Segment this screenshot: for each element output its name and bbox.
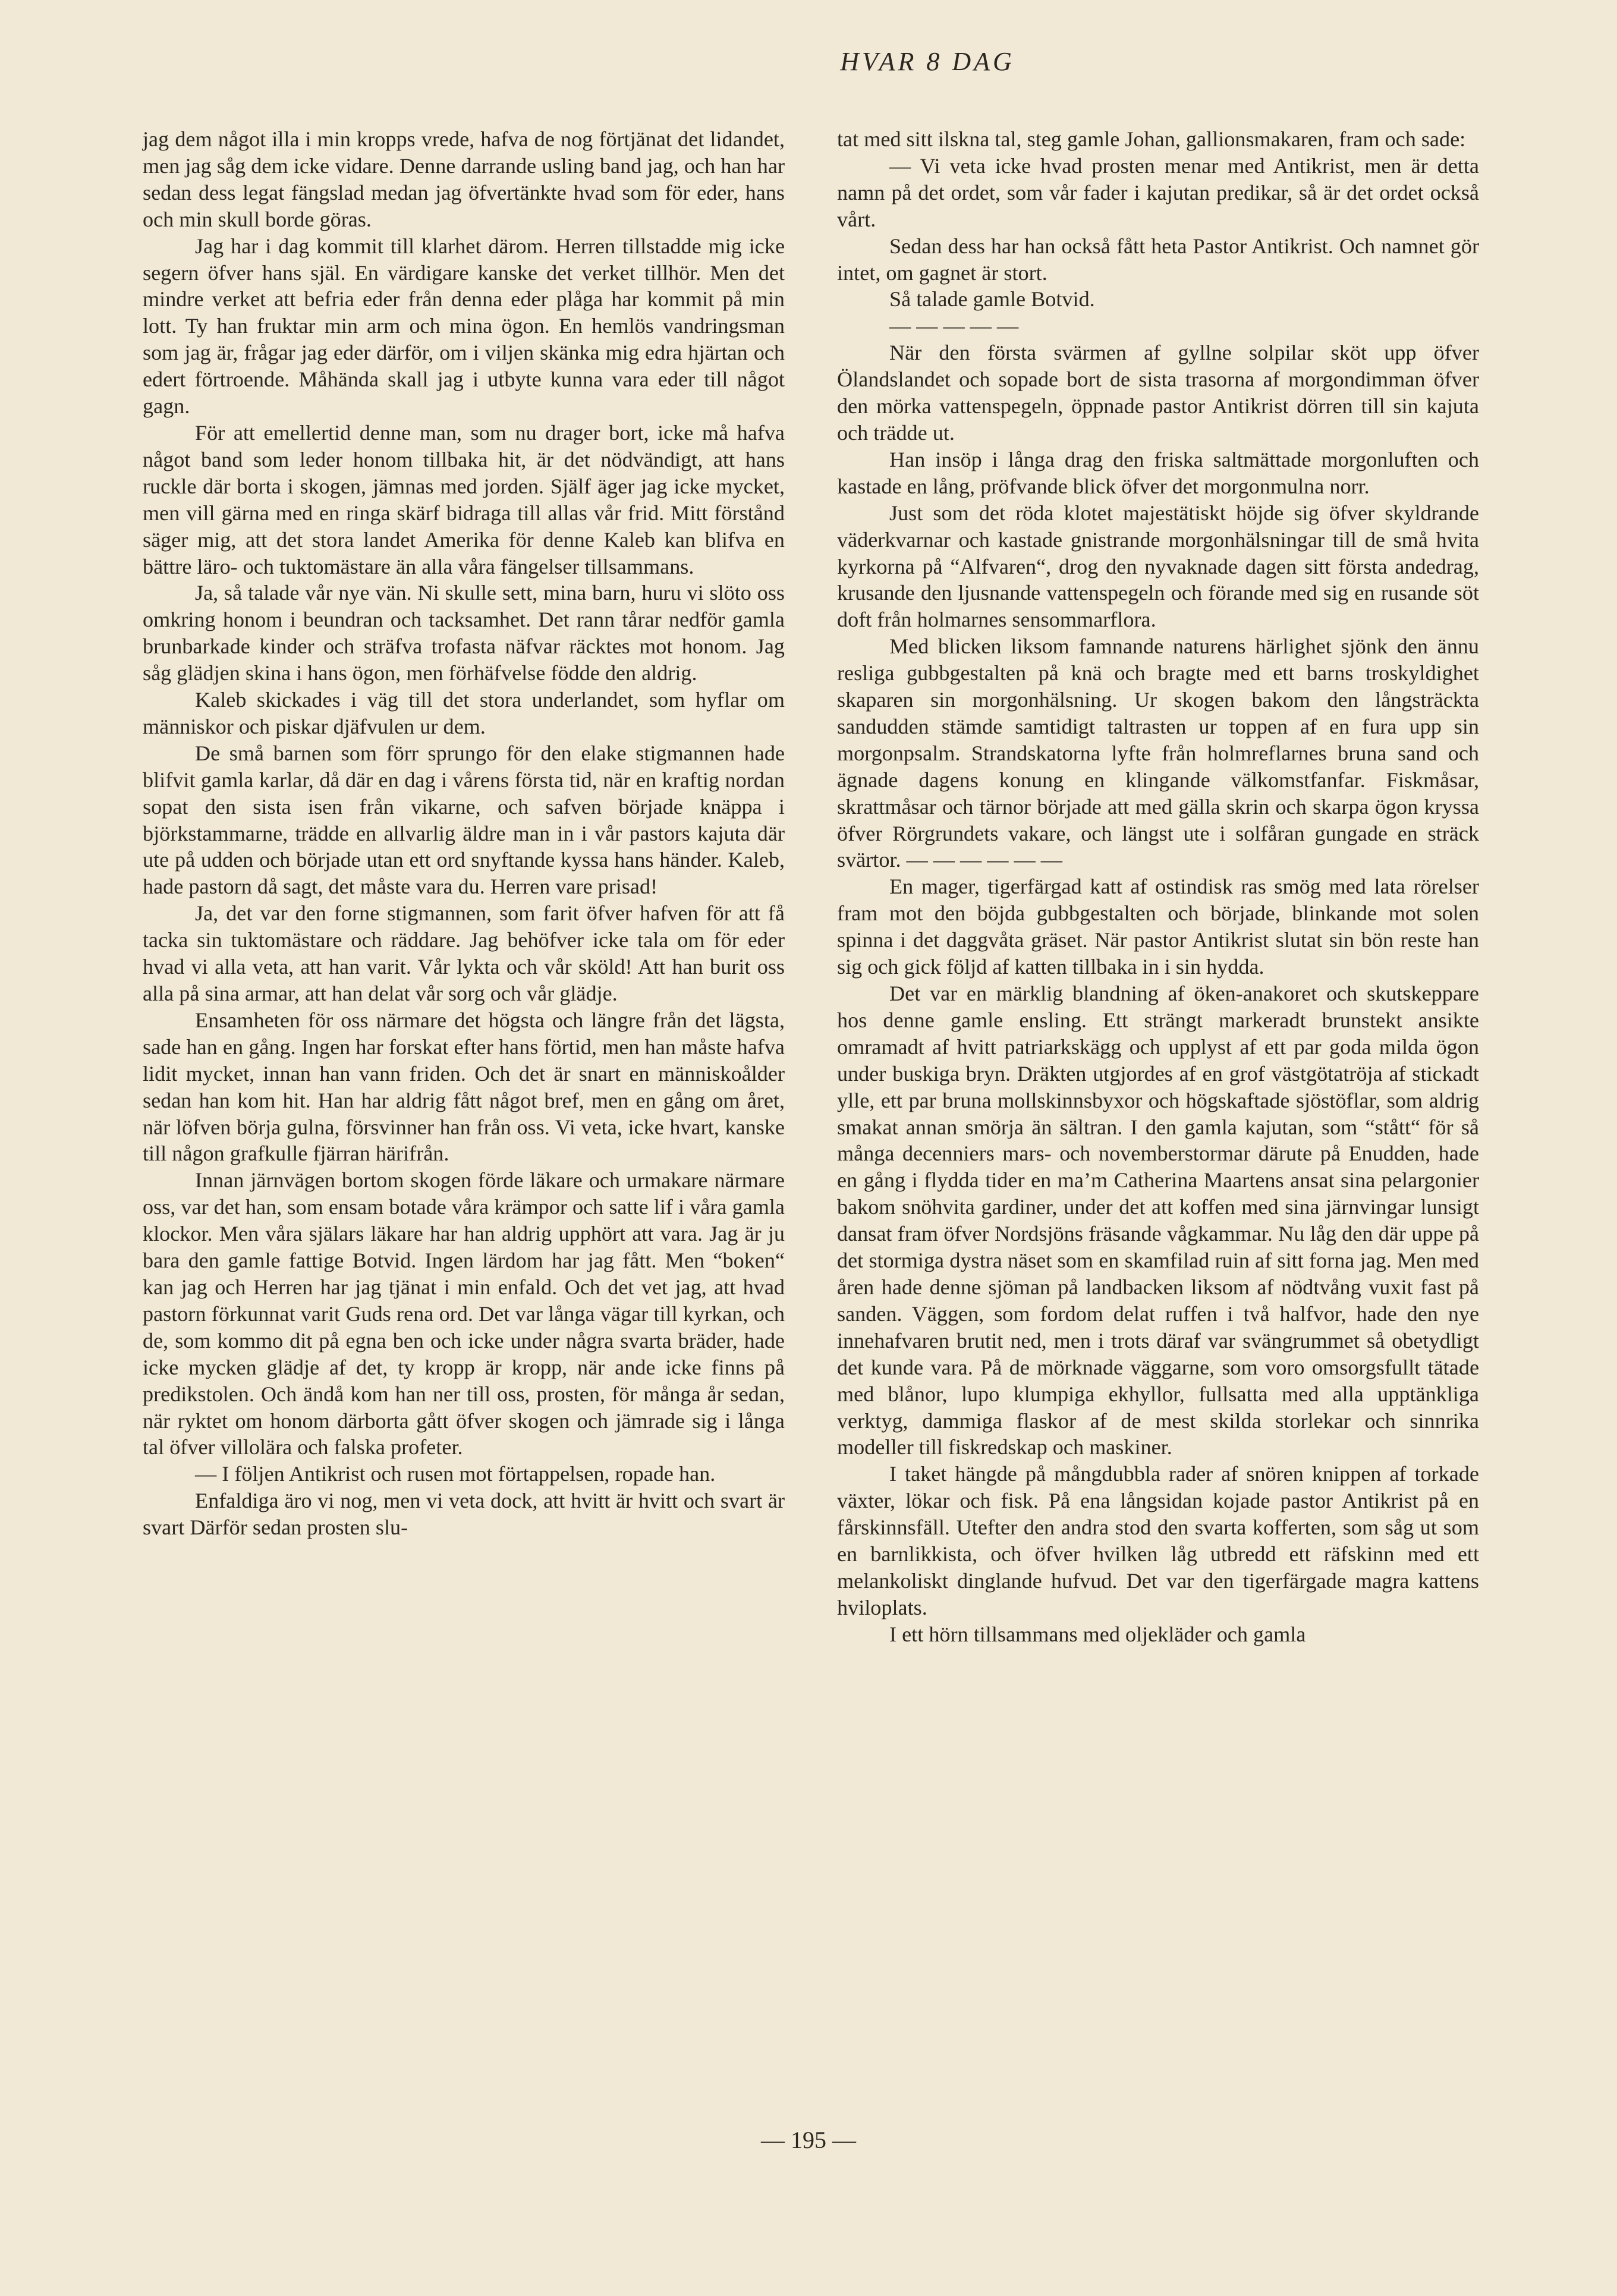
paragraph: Han insöp i långa drag den friska saltmättade morgonluften och kastade en lång, pröfvande blick öfver det morgonmulna norr. bbox=[837, 447, 1479, 498]
paragraph: jag dem något illa i min kropps vrede, hafva de nog förtjänat det lidandet, men jag såg dem icke vidare. Denne darrande usling band jag, och han har sedan dess legat fängslad medan jag öfvertänkte hvad som för eder, hans och min skull borde göras. bbox=[143, 127, 785, 231]
paragraph: Enfaldiga äro vi nog, men vi veta dock, att hvitt är hvitt och svart är svart Därför sedan prosten slu- bbox=[143, 1489, 785, 1540]
running-header: HVAR 8 DAG bbox=[840, 47, 1015, 76]
paragraph: När den första svärmen af gyllne solpilar sköt upp öfver Ölandslandet och sopade bort de sista trasorna af morgondimman öfver den mörka vattenspegeln, öppnade pastor Antikrist dörren till sin kajuta och trädde ut. bbox=[837, 341, 1479, 445]
left-column bbox=[143, 126, 785, 1541]
paragraph: Så talade gamle Botvid. bbox=[889, 287, 1095, 312]
paragraph: I ett hörn tillsammans med oljekläder och gamla bbox=[889, 1622, 1306, 1646]
paragraph: Ja, det var den forne stigmannen, som farit öfver hafven för att få tacka sin tuktomästare och räddare. Jag behöfver icke tala om för eder hvad vi alla veta, att han varit. Vår lykta och vår sköld! Att han burit oss alla på sina armar, att han delat vår sorg och vår glädje. bbox=[143, 901, 785, 1005]
paragraph: Kaleb skickades i väg till det stora underlandet, som hyflar om människor och piskar djäfvulen ur dem. bbox=[143, 688, 785, 738]
right-column bbox=[837, 126, 1479, 1648]
paragraph: — Vi veta icke hvad prosten menar med Antikrist, men är detta namn på det ordet, som vår fader i kajutan predikar, så är det ordet också vårt. bbox=[837, 153, 1479, 231]
paragraph: — I följen Antikrist och rusen mot förtappelsen, ropade han. bbox=[195, 1462, 716, 1486]
paragraph: Ja, så talade vår nye vän. Ni skulle sett, mina barn, huru vi slöto oss omkring honom i beundran och tacksamhet. Det rann tårar nedför gamla brunbarkade kinder och sträfva trofasta näfvar räcktes mot honom. Jag såg glädjen skina i hans ögon, men förhäfvelse födde den aldrig. bbox=[143, 581, 785, 685]
paragraph: Sedan dess har han också fått heta Pastor Antikrist. Och namnet gör intet, om gagnet är stort. bbox=[837, 234, 1479, 285]
paragraph: Jag har i dag kommit till klarhet därom. Herren tillstadde mig icke segern öfver hans själ. En värdigare kanske det verket tillhör. Men det mindre verket att befria eder från denna eder plåga har kommit på min lott. Ty han fruktar min arm och mina ögon. En hemlös vandringsman som jag är, frågar jag eder därför, om i viljen skänka mig edra hjärtan och edert förtroende. Måhända skall jag i utbyte kunna vara eder till något gagn. bbox=[143, 234, 785, 419]
paragraph: tat med sitt ilskna tal, steg gamle Johan, gallionsmakaren, fram och sade: bbox=[837, 127, 1466, 151]
paragraph: Innan järnvägen bortom skogen förde läkare och urmakare närmare oss, var det han, som ensam botade våra krämpor och satte lif i våra gamla klockor. Men våra själars läkare har han aldrig upphört att vara. Jag är ju bara den gamle fattige Botvid. Ingen lärdom har jag fått. Men “boken“ kan jag och Herren har jag tjänat i min enfald. Och det vet jag, att hvad pastorn förkunnat varit Guds rena ord. Det var långa vägar till kyrkan, och de, som kommo dit på egna ben och icke under några svarta bräder, hade icke mycken glädje af det, ty kropp är kropp, när ande icke finns på predikstolen. Och ändå kom han ner till oss, prosten, för många år sedan, när ryktet om honom därborta gått öfver skogen och jämrade sig i långa tal öfver villolära och falska profeter. bbox=[143, 1168, 785, 1460]
paragraph: En mager, tigerfärgad katt af ostindisk ras smög med lata rörelser fram mot den böjda gubbgestalten och började, blinkande mot solen spinna i det daggvåta gräset. När pastor Antikrist slutat sin bön reste han sig och gick följd af katten tillbaka in i sin hydda. bbox=[837, 875, 1479, 979]
paragraph: I taket hängde på mångdubbla rader af snören knippen af torkade växter, lökar och fisk. På ena långsidan kojade pastor Antikrist på en fårskinnsfäll. Utefter den andra stod den svarta kofferten, som såg ut som en barnlikkista, och öfver hvilken låg utbredd ett räfskinn med ett melankoliskt dinglande hufvud. Det var den tigerfärgade magra kattens hviloplats. bbox=[837, 1462, 1479, 1619]
paragraph: För att emellertid denne man, som nu drager bort, icke må hafva något band som leder honom tillbaka hit, är det nödvändigt, att hans ruckle där borta i skogen, jämnas med jorden. Själf äger jag icke mycket, men vill gärna med en ringa skärf bidraga till allas vår frid. Mitt förstånd säger mig, att det stora landet Amerika för denne Kaleb kan blifva en bättre läro- och tuktomästare än alla våra fängelser tillsammans. bbox=[143, 420, 785, 578]
page-number: — 195 — bbox=[761, 2127, 856, 2153]
paragraph: De små barnen som förr sprungo för den elake stigmannen hade blifvit gamla karlar, då där en dag i vårens första tid, när en kraftig nordan sopat den sista isen från vikarne, och safven började knäppa i björkstammarne, trädde en allvarlig äldre man in i vår pastors kajuta där ute på udden och började utan ett ord snyftande kyssa hans händer. Kaleb, hade pastorn då sagt, det måste vara du. Herren vare prisad! bbox=[143, 741, 785, 899]
paragraph: Ensamheten för oss närmare det högsta och längre från det lägsta, sade han en gång. Ingen har forskat efter hans förtid, men han måste hafva lidit mycket, innan han vann friden. Och det är snart en människoålder sedan han kom hit. Han har aldrig fått något bref, men en gång om året, när löfven börja gulna, försvinner han från oss. Vi veta, icke hvart, kanske till någon grafkulle fjärran härifrån. bbox=[143, 1008, 785, 1166]
paragraph: Just som det röda klotet majestätiskt höjde sig öfver skyldrande väderkvarnar och kastade gnistrande morgonhälsningar till de små hvita kyrkorna på “Alfvaren“, drog den nyvaknade dagen sitt första andedrag, krusande den ljusnande vattenspegeln och förande med sig en rusande söt doft från holmarnes sensommarflora. bbox=[837, 501, 1479, 632]
section-divider: — — — — — bbox=[889, 314, 1019, 338]
paragraph: Det var en märklig blandning af öken-anakoret och skutskeppare hos denne gamle ensling. Ett strängt markeradt brunstekt ansikte omramadt af hvitt patriarkskägg och upplyst af ett par goda milda ögon under buskiga bryn. Dräkten utgjordes af en grof västgötatröja af stickadt ylle, ett par bruna mollskinnsbyxor och högskaftade sjöstöflar, som aldrig smakat annan smörja än sältran. I den gamla kajutan, som “stått“ för så många decenniers mars- och novemberstormar därute på Enudden, hade en gång i flydda tider en ma’m Catherina Maartens ansat sina pelargonier bakom snöhvita gardiner, under det att koffen med sina järnvingar lunsigt dansat fram öfver Nordsjöns fräsande vågkammar. Nu låg den där uppe på det stormiga dystra näset som en skamfilad ruin af sitt forna jag. Men med åren hade denne sjöman på landbacken liksom af nödtvång vuxit fast på sanden. Väggen, som fordom delat ruffen i två halfvor, hade den nye innehafvaren brutit ned, men i trots däraf var svängrummet så obetydligt det kunde vara. På de mörknade väggarne, som voro omsorgsfullt tätade med blånor, lupo klumpiga ekhyllor, fullsatta med alla upptänkliga verktyg, dammiga flaskor af de mest skilda storlekar och sinnrika modeller till fiskredskap och maskiner. bbox=[837, 982, 1479, 1460]
paragraph: Med blicken liksom famnande naturens härlighet sjönk den ännu resliga gubbgestalten på knä och bragte med ett barns troskyldighet skaparen sin morgonhälsning. Ur skogen bakom den långsträckta sandudden stämde samtidigt taltrasten ur toppen af en fura upp sin morgonpsalm. Strandskatorna lyfte från holmreflarnes bruna sand och ägnade dagens konung en klingande välkomstfanfar. Fiskmåsar, skrattmåsar och tärnor började att med gälla skrin och skarpa ögon kryssa öfver Rörgrundets vakare, och längst ute i solfåran gungade en sträck svärtor. — — — — — — bbox=[837, 634, 1479, 872]
